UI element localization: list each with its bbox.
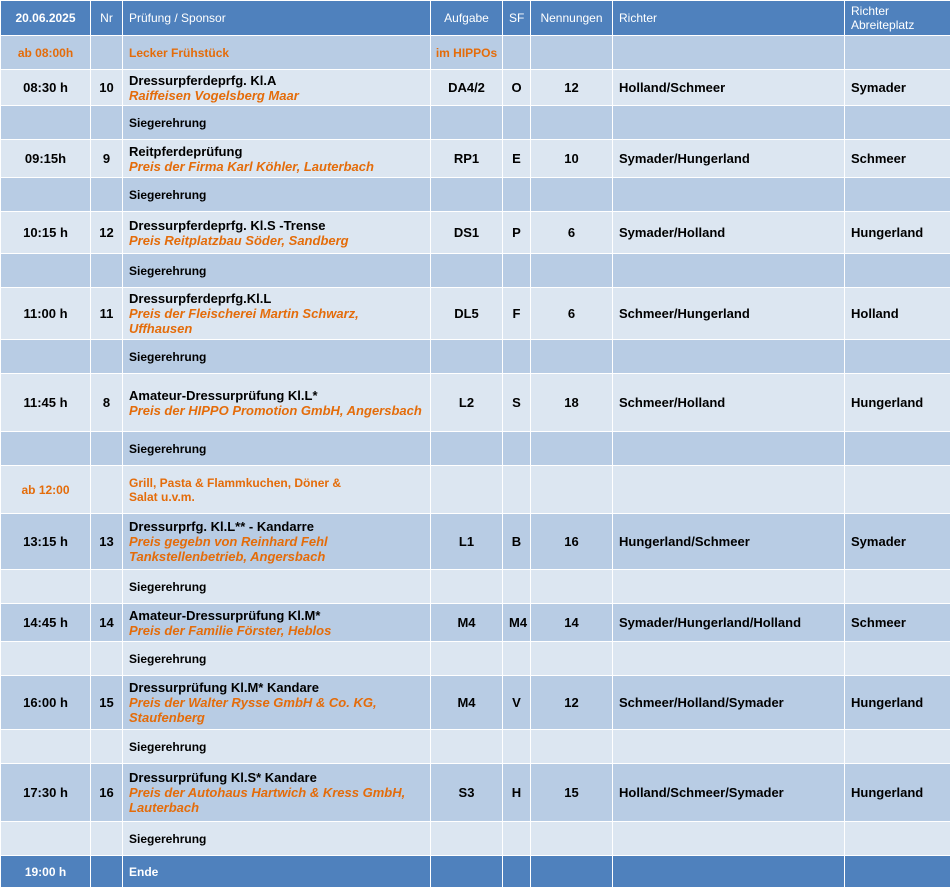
class-sponsor: Preis der Walter Rysse GmbH & Co. KG, Staufenberg	[129, 695, 377, 725]
class-row	[1, 514, 950, 570]
class-time: 08:30 h	[1, 70, 91, 106]
class-title: Amateur-Dressurprüfung Kl.M*	[129, 607, 321, 623]
class-richter: Hungerland/Schmeer	[613, 514, 845, 570]
class-title: Dressurprfg. Kl.L** - Kandarre	[129, 519, 314, 534]
class-nr: 13	[91, 514, 123, 570]
end-row	[1, 856, 950, 888]
end-time: 19:00 h	[1, 856, 91, 888]
class-richter: Holland/Schmeer	[613, 70, 845, 106]
ceremony-row	[1, 642, 950, 676]
ceremony-row	[1, 254, 950, 288]
class-info	[123, 604, 431, 642]
class-abreiteplatz: Schmeer	[845, 140, 950, 178]
class-abreiteplatz: Hungerland	[845, 212, 950, 254]
header-date: 20.06.2025	[1, 1, 91, 36]
class-nennungen: 12	[531, 70, 613, 106]
class-sf: P	[503, 212, 531, 254]
class-title: Dressurpferdeprfg. Kl.A	[129, 72, 277, 88]
ceremony-row	[1, 570, 950, 604]
header-abreiteplatz: Richter Abreiteplatz	[845, 1, 950, 36]
ceremony-row	[1, 822, 950, 856]
ceremony-label: Siegerehrung	[123, 254, 431, 288]
class-title: Reitpferdeprüfung	[129, 143, 243, 159]
ceremony-row	[1, 340, 950, 374]
class-time: 14:45 h	[1, 604, 91, 642]
class-sponsor: Preis gegebn von Reinhard Fehl Tankstellenbetrieb, Angersbach	[129, 534, 328, 564]
class-aufgabe: M4	[431, 604, 503, 642]
class-aufgabe: S3	[431, 764, 503, 822]
class-time: 11:00 h	[1, 288, 91, 340]
class-nennungen: 16	[531, 514, 613, 570]
ceremony-label: Siegerehrung	[123, 178, 431, 212]
class-row	[1, 288, 950, 340]
class-sf: E	[503, 140, 531, 178]
header-richter: Richter	[613, 1, 845, 36]
class-sponsor: Preis der Autohaus Hartwich & Kress GmbH, Lauterbach	[129, 785, 406, 815]
class-sf: S	[503, 374, 531, 432]
class-sponsor: Raiffeisen Vogelsberg Maar	[129, 87, 299, 103]
class-info	[123, 212, 431, 254]
class-aufgabe: DS1	[431, 212, 503, 254]
class-nennungen: 15	[531, 764, 613, 822]
class-sf: H	[503, 764, 531, 822]
class-aufgabe: L1	[431, 514, 503, 570]
header-nr: Nr	[91, 1, 123, 36]
class-time: 10:15 h	[1, 212, 91, 254]
class-time: 11:45 h	[1, 374, 91, 432]
class-nr: 8	[91, 374, 123, 432]
class-info	[123, 374, 431, 432]
class-row	[1, 140, 950, 178]
lunch-row	[1, 466, 950, 514]
class-abreiteplatz: Holland	[845, 288, 950, 340]
class-richter: Symader/Hungerland/Holland	[613, 604, 845, 642]
class-row	[1, 70, 950, 106]
breakfast-time: ab 08:00h	[1, 36, 91, 70]
ceremony-row	[1, 730, 950, 764]
class-nr: 11	[91, 288, 123, 340]
ceremony-label: Siegerehrung	[123, 642, 431, 676]
class-richter: Holland/Schmeer/Symader	[613, 764, 845, 822]
class-sf: F	[503, 288, 531, 340]
ceremony-row	[1, 432, 950, 466]
class-sf: B	[503, 514, 531, 570]
class-aufgabe: RP1	[431, 140, 503, 178]
class-time: 09:15h	[1, 140, 91, 178]
class-nr: 14	[91, 604, 123, 642]
class-richter: Schmeer/Holland	[613, 374, 845, 432]
header-pruefung: Prüfung / Sponsor	[123, 1, 431, 36]
breakfast-text: Lecker Frühstück	[123, 36, 431, 70]
class-row	[1, 604, 950, 642]
ceremony-label: Siegerehrung	[123, 822, 431, 856]
breakfast-place: im HIPPOs	[431, 36, 503, 70]
class-title: Dressurprüfung Kl.S* Kandare	[129, 770, 317, 785]
header-aufgabe: Aufgabe	[431, 1, 503, 36]
lunch-text: Grill, Pasta & Flammkuchen, Döner & Salat u.v.m.	[123, 466, 431, 514]
class-nr: 9	[91, 140, 123, 178]
class-row	[1, 764, 950, 822]
class-info	[123, 676, 431, 730]
class-info	[123, 70, 431, 106]
ceremony-label: Siegerehrung	[123, 340, 431, 374]
end-text: Ende	[123, 856, 431, 888]
class-nennungen: 12	[531, 676, 613, 730]
class-nr: 16	[91, 764, 123, 822]
class-sf: V	[503, 676, 531, 730]
header-row	[1, 1, 950, 36]
class-richter: Symader/Hungerland	[613, 140, 845, 178]
class-sponsor: Preis der HIPPO Promotion GmbH, Angersbach	[129, 402, 422, 418]
class-nr: 12	[91, 212, 123, 254]
class-aufgabe: DL5	[431, 288, 503, 340]
class-sf: O	[503, 70, 531, 106]
class-info	[123, 288, 431, 340]
class-abreiteplatz: Schmeer	[845, 604, 950, 642]
class-sf: M4	[503, 604, 531, 642]
class-row	[1, 374, 950, 432]
class-row	[1, 676, 950, 730]
class-abreiteplatz: Hungerland	[845, 374, 950, 432]
class-abreiteplatz: Hungerland	[845, 764, 950, 822]
class-abreiteplatz: Symader	[845, 70, 950, 106]
ceremony-row	[1, 106, 950, 140]
ceremony-row	[1, 178, 950, 212]
class-nennungen: 10	[531, 140, 613, 178]
ceremony-label: Siegerehrung	[123, 730, 431, 764]
class-time: 16:00 h	[1, 676, 91, 730]
class-nr: 10	[91, 70, 123, 106]
class-richter: Symader/Holland	[613, 212, 845, 254]
class-nennungen: 14	[531, 604, 613, 642]
class-time: 13:15 h	[1, 514, 91, 570]
ceremony-label: Siegerehrung	[123, 432, 431, 466]
class-richter: Schmeer/Hungerland	[613, 288, 845, 340]
class-sponsor: Preis der Firma Karl Köhler, Lauterbach	[129, 158, 374, 174]
ceremony-label: Siegerehrung	[123, 106, 431, 140]
class-title: Dressurpferdeprfg. Kl.S -Trense	[129, 217, 326, 233]
class-sponsor: Preis der Fleischerei Martin Schwarz, Uffhausen	[129, 306, 359, 336]
class-nennungen: 6	[531, 212, 613, 254]
class-row	[1, 212, 950, 254]
lunch-time: ab 12:00	[1, 466, 91, 514]
class-sponsor: Preis der Familie Förster, Heblos	[129, 622, 332, 638]
class-aufgabe: L2	[431, 374, 503, 432]
class-title: Amateur-Dressurprüfung Kl.L*	[129, 387, 318, 403]
class-info	[123, 764, 431, 822]
class-nr: 15	[91, 676, 123, 730]
class-info	[123, 140, 431, 178]
class-title: Dressurprüfung Kl.M* Kandare	[129, 680, 319, 695]
class-time: 17:30 h	[1, 764, 91, 822]
class-aufgabe: DA4/2	[431, 70, 503, 106]
header-sf: SF	[503, 1, 531, 36]
ceremony-label: Siegerehrung	[123, 570, 431, 604]
header-nennungen: Nennungen	[531, 1, 613, 36]
class-abreiteplatz: Hungerland	[845, 676, 950, 730]
class-sponsor: Preis Reitplatzbau Söder, Sandberg	[129, 232, 349, 248]
breakfast-row	[1, 36, 950, 70]
class-info	[123, 514, 431, 570]
class-abreiteplatz: Symader	[845, 514, 950, 570]
class-title: Dressurpferdeprfg.Kl.L	[129, 291, 272, 306]
class-richter: Schmeer/Holland/Symader	[613, 676, 845, 730]
class-nennungen: 6	[531, 288, 613, 340]
class-nennungen: 18	[531, 374, 613, 432]
class-aufgabe: M4	[431, 676, 503, 730]
